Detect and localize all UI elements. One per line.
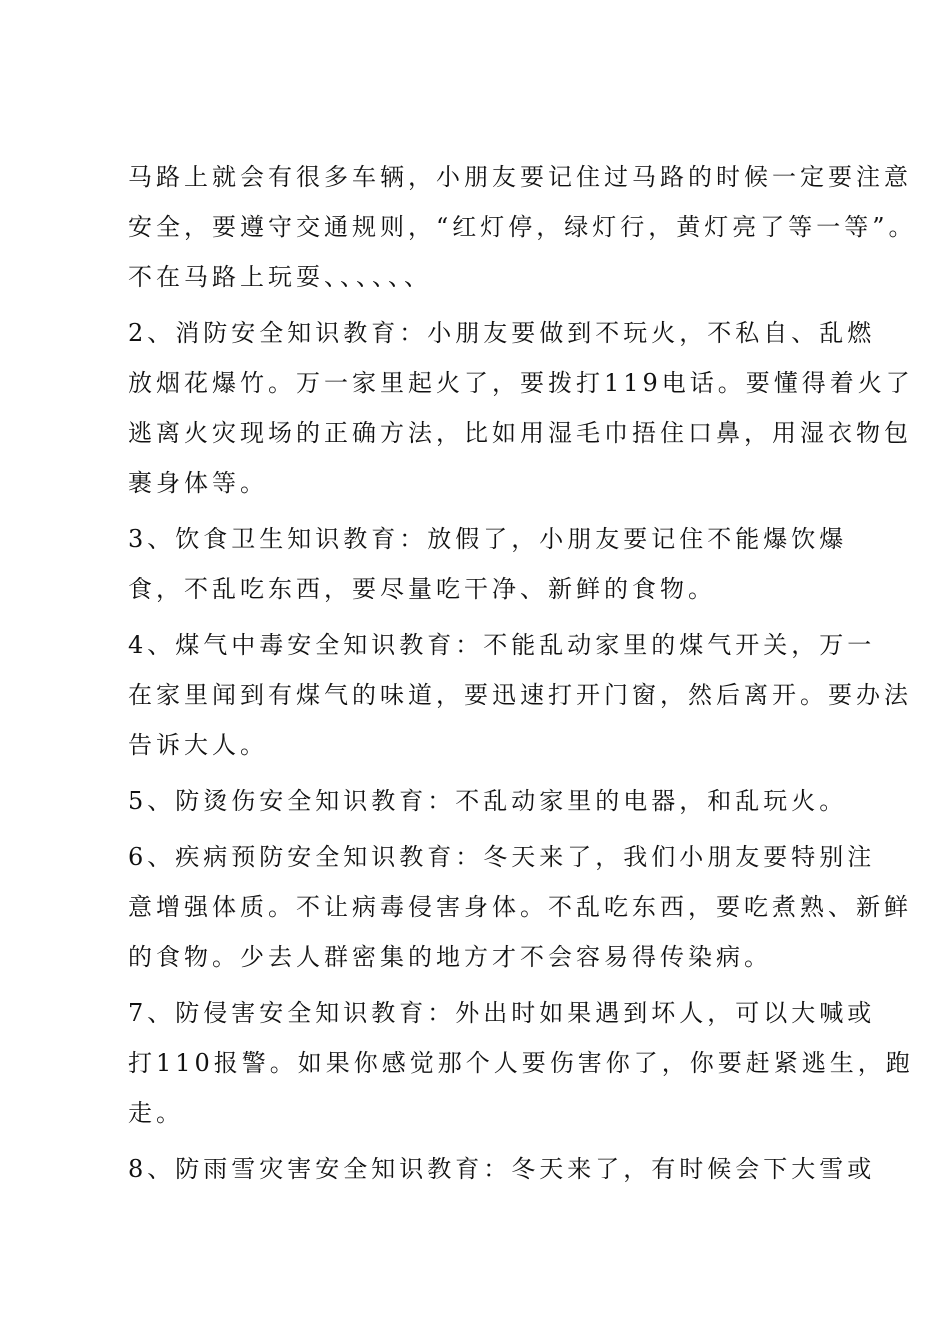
document-body (128, 152, 917, 1194)
text-line: 7、防侵害安全知识教育：外出时如果遇到坏人，可以大喊或 (128, 999, 876, 1027)
text-line: 在家里闻到有煤气的味道，要迅速打开门窗，然后离开。要办法 (128, 681, 912, 709)
text-line: 裹身体等。 (128, 469, 268, 497)
text-line: 告诉大人。 (128, 731, 268, 759)
text-line: 5、防烫伤安全知识教育：不乱动家里的电器，和乱玩火。 (128, 787, 848, 815)
paragraph-fire-safety (128, 308, 914, 508)
text-line: 意增强体质。不让病毒侵害身体。不乱吃东西，要吃煮熟、新鲜 (128, 893, 912, 921)
text-line: 不在马路上玩耍、、、、、、 (128, 263, 432, 291)
text-line: 马路上就会有很多车辆，小朋友要记住过马路的时候一定要注意 (128, 163, 912, 191)
text-line: 的食物。少去人群密集的地方才不会容易得传染病。 (128, 943, 772, 971)
paragraph-food-hygiene (128, 514, 848, 614)
text-line: 逃离火灾现场的正确方法，比如用湿毛巾捂住口鼻，用湿衣物包 (128, 419, 912, 447)
paragraph-snow-disaster (128, 1144, 876, 1194)
text-line: 安全，要遵守交通规则，“红灯停，绿灯行，黄灯亮了等一等”。 (128, 213, 917, 241)
paragraph-burn-prevention (128, 776, 848, 826)
text-line: 3、饮食卫生知识教育：放假了，小朋友要记住不能爆饮爆 (128, 525, 848, 553)
text-line: 8、防雨雪灾害安全知识教育：冬天来了，有时候会下大雪或 (128, 1155, 876, 1183)
text-line: 6、疾病预防安全知识教育：冬天来了，我们小朋友要特别注 (128, 843, 876, 871)
text-line: 2、消防安全知识教育：小朋友要做到不玩火，不私自、乱燃 (128, 319, 876, 347)
text-line: 打110报警。如果你感觉那个人要伤害你了，你要赶紧逃生，跑 (128, 1049, 914, 1077)
paragraph-anti-harm (128, 988, 914, 1138)
text-line: 4、煤气中毒安全知识教育：不能乱动家里的煤气开关，万一 (128, 631, 876, 659)
text-line: 走。 (128, 1099, 184, 1127)
paragraph-gas-poisoning (128, 620, 912, 770)
text-line: 放烟花爆竹。万一家里起火了，要拨打119电话。要懂得着火了 (128, 369, 914, 397)
text-line: 食，不乱吃东西，要尽量吃干净、新鲜的食物。 (128, 575, 716, 603)
paragraph-disease-prevention (128, 832, 912, 982)
paragraph-traffic-continued (128, 152, 917, 302)
